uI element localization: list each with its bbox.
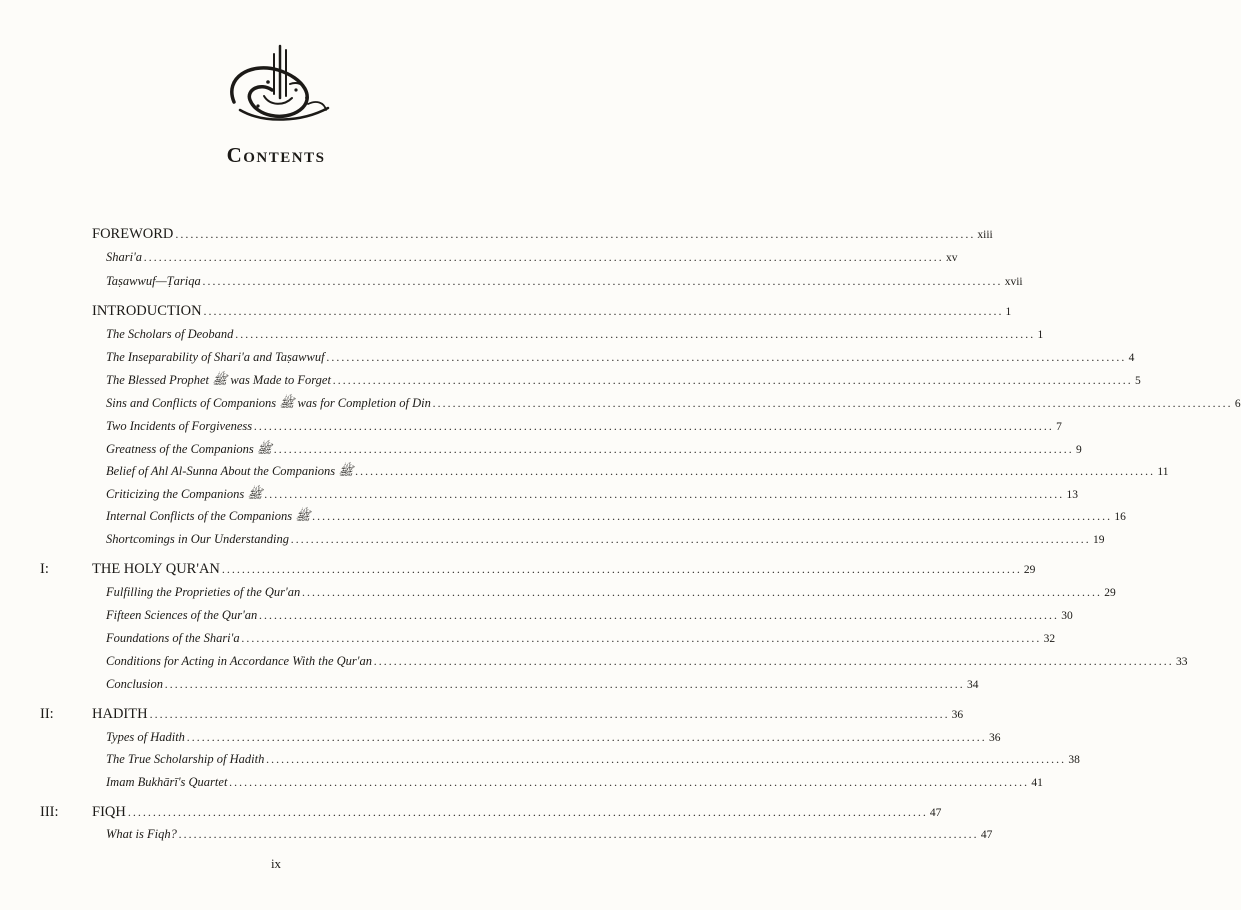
toc-entry-title: Imam Bukhārī's Quartet xyxy=(106,775,228,789)
toc-page-number: xiii xyxy=(977,229,993,241)
toc-subsection-entry xyxy=(106,509,1126,527)
dot-leader: ................................................................................................................................................................ xyxy=(259,608,1060,622)
toc-entry-title: Two Incidents of Forgiveness xyxy=(106,419,253,433)
toc-section-entry xyxy=(92,226,993,243)
dot-leader: ................................................................................................................................................................ xyxy=(149,707,950,721)
toc-section-entry xyxy=(92,303,1012,320)
dot-leader: ................................................................................................................................................................ xyxy=(144,250,945,264)
toc-page-number: 13 xyxy=(1066,489,1078,501)
dot-leader: ................................................................................................................................................................ xyxy=(164,677,965,691)
dot-leader: ................................................................................................................................................................ xyxy=(235,327,1036,341)
page-title: Contents xyxy=(226,143,326,167)
toc-entry-title: Foundations of the Shari'a xyxy=(106,631,240,645)
toc-entry-title: Taṣawwuf—Ṭariqa xyxy=(106,274,201,288)
toc-page-number: 19 xyxy=(1093,534,1105,546)
part-number: II: xyxy=(40,706,54,722)
toc-entry-title: Shari'a xyxy=(106,250,143,264)
toc-page-number: 47 xyxy=(929,807,942,819)
toc-entry-title: Belief of Ahl Al-Sunna About the Companions ﷺ xyxy=(106,464,354,478)
dot-leader: ................................................................................................................................................................ xyxy=(127,805,928,819)
toc-entry-title: Sins and Conflicts of Companions ﷺ was for Completion of Din xyxy=(106,396,431,410)
toc-page-number: 4 xyxy=(1128,352,1135,364)
toc-entry-title: Greatness of the Companions ﷺ xyxy=(106,442,273,456)
toc-page-number: xv xyxy=(946,252,958,264)
toc-page-number: 34 xyxy=(966,679,979,691)
toc-page-number: 41 xyxy=(1031,777,1043,789)
toc-subsection-entry xyxy=(106,827,993,842)
toc-entry-title: What is Fiqh? xyxy=(106,827,177,841)
toc-page-number: 36 xyxy=(988,732,1001,744)
toc-entry-title: Shortcomings in Our Understanding xyxy=(106,532,289,546)
toc-subsection-entry xyxy=(106,585,1116,600)
dot-leader: ................................................................................................................................................................ xyxy=(312,509,1113,523)
toc-subsection-entry xyxy=(106,419,1062,434)
toc-entry-title: Conditions for Acting in Accordance With the Qur'an xyxy=(106,654,372,668)
toc-page-number: 38 xyxy=(1068,754,1080,766)
toc-entry-title: The True Scholarship of Hadith xyxy=(106,752,265,766)
toc-subsection-entry xyxy=(106,327,1044,342)
toc-entry-title: Types of Hadith xyxy=(106,730,185,744)
dot-leader: ................................................................................................................................................................ xyxy=(355,464,1156,478)
toc-page-number: xvii xyxy=(1004,276,1023,288)
toc-subsection-entry xyxy=(106,775,1043,790)
toc-subsection-entry xyxy=(106,250,958,265)
dot-leader: ................................................................................................................................................................ xyxy=(203,304,1004,318)
page-number: ix xyxy=(270,856,282,871)
dot-leader: ................................................................................................................................................................ xyxy=(326,350,1127,364)
toc-subsection-entry xyxy=(106,631,1056,646)
dot-leader: ................................................................................................................................................................ xyxy=(175,227,976,241)
toc-entry-title: The Scholars of Deoband xyxy=(106,327,234,341)
toc-page-number: 47 xyxy=(980,829,993,841)
toc-entry-title: Fifteen Sciences of the Qur'an xyxy=(106,608,258,622)
toc-entry-title: FIQH xyxy=(92,804,126,820)
toc-page-number: 9 xyxy=(1076,444,1082,456)
toc-section-entry xyxy=(92,804,942,821)
toc-subsection-entry xyxy=(106,442,1082,460)
toc-subsection-entry xyxy=(106,730,1001,745)
dot-leader: ................................................................................................................................................................ xyxy=(264,487,1065,501)
dot-leader: ................................................................................................................................................................ xyxy=(241,631,1042,645)
part-number: I: xyxy=(40,561,49,577)
toc-page-number: 29 xyxy=(1023,564,1036,576)
toc-entry-title: HADITH xyxy=(92,706,148,722)
dot-leader: ................................................................................................................................................................ xyxy=(178,827,979,841)
toc-subsection-entry xyxy=(106,608,1073,623)
toc-entry-title: Conclusion xyxy=(106,677,163,691)
part-number: III: xyxy=(40,804,59,820)
toc-page-number: 5 xyxy=(1134,375,1141,387)
dot-leader: ................................................................................................................................................................ xyxy=(266,752,1067,766)
toc-page-number: 1 xyxy=(1037,329,1044,341)
dot-leader: ................................................................................................................................................................ xyxy=(229,775,1030,789)
toc-page-number: 29 xyxy=(1104,587,1116,599)
toc-page-number: 33 xyxy=(1175,656,1188,668)
toc-section-entry xyxy=(92,706,964,723)
toc-page-number: 30 xyxy=(1061,610,1073,622)
toc-page-number: 6 xyxy=(1234,398,1241,410)
dot-leader: ................................................................................................................................................................ xyxy=(274,442,1075,456)
dot-leader: ................................................................................................................................................................ xyxy=(221,562,1022,576)
dot-leader: ................................................................................................................................................................ xyxy=(186,730,987,744)
toc-page-number: 7 xyxy=(1056,421,1062,433)
toc-page-number: 36 xyxy=(951,709,964,721)
toc-subsection-entry xyxy=(106,274,1023,289)
toc-subsection-entry xyxy=(106,677,979,692)
dot-leader: ................................................................................................................................................................ xyxy=(432,396,1233,410)
toc-entry-title: FOREWORD xyxy=(92,226,174,242)
toc-page-number: 32 xyxy=(1043,633,1056,645)
toc-subsection-entry xyxy=(106,752,1080,767)
dot-leader: ................................................................................................................................................................ xyxy=(202,274,1003,288)
toc-entry-title: Fulfilling the Proprieties of the Qur'an xyxy=(106,585,301,599)
toc-entry-title: INTRODUCTION xyxy=(92,303,202,319)
dot-leader: ................................................................................................................................................................ xyxy=(302,585,1103,599)
toc-page-number: 16 xyxy=(1114,511,1126,523)
calligraphy-ornament-icon xyxy=(220,40,332,126)
toc-entry-title: THE HOLY QUR'AN xyxy=(92,561,220,577)
toc-subsection-entry xyxy=(106,350,1135,365)
toc-subsection-entry xyxy=(106,654,1188,669)
toc-section-entry xyxy=(92,561,1036,578)
toc-page-number: 11 xyxy=(1157,466,1169,478)
toc-subsection-entry xyxy=(106,396,1241,414)
toc-entry-title: Criticizing the Companions ﷺ xyxy=(106,487,263,501)
toc-entry-title: The Inseparability of Shari'a and Taṣawwuf xyxy=(106,350,325,364)
dot-leader: ................................................................................................................................................................ xyxy=(291,532,1091,546)
dot-leader: ................................................................................................................................................................ xyxy=(254,419,1055,433)
toc-subsection-entry xyxy=(106,532,1105,547)
toc-subsection-entry xyxy=(106,373,1141,391)
toc-entry-title: The Blessed Prophet ﷺ was Made to Forget xyxy=(106,373,331,387)
toc-entry-title: Internal Conflicts of the Companions ﷺ xyxy=(106,509,311,523)
toc-subsection-entry xyxy=(106,464,1169,482)
dot-leader: ................................................................................................................................................................ xyxy=(332,373,1133,387)
toc-subsection-entry xyxy=(106,487,1078,505)
toc-page-number: 1 xyxy=(1005,306,1012,318)
dot-leader: ................................................................................................................................................................ xyxy=(373,654,1174,668)
